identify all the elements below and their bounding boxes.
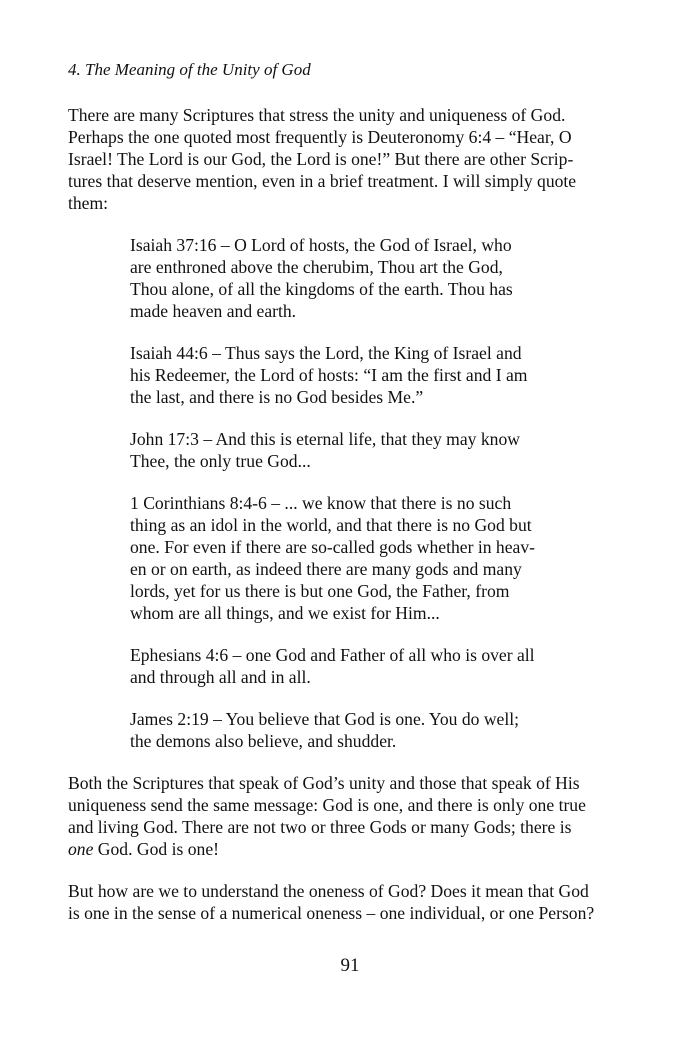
- text-line: James 2:19 – You believe that God is one. You do well;: [130, 709, 520, 729]
- text-line: and living God. There are not two or three Gods or many Gods; there is: [68, 817, 572, 837]
- text-line: are enthroned above the cherubim, Thou art the God,: [130, 257, 503, 277]
- text-line: But how are we to understand the oneness of God? Does it mean that God: [68, 881, 589, 901]
- text-line: one. For even if there are so-called gods whether in heav-: [130, 537, 535, 557]
- section-heading: 4. The Meaning of the Unity of God: [68, 60, 311, 79]
- intro-paragraph: [68, 104, 616, 214]
- summary-paragraph: [68, 772, 616, 860]
- text-line: Isaiah 44:6 – Thus says the Lord, the King of Israel and: [130, 343, 522, 363]
- scripture-quote-isaiah-44: [130, 342, 560, 408]
- text-line: Ephesians 4:6 – one God and Father of all who is over all: [130, 645, 535, 665]
- text-line: uniqueness send the same message: God is one, and there is only one true: [68, 795, 586, 815]
- text-fragment: God. God is one!: [93, 839, 219, 859]
- text-line: made heaven and earth.: [130, 301, 297, 321]
- text-line: John 17:3 – And this is eternal life, that they may know: [130, 429, 520, 449]
- text-line: Israel! The Lord is our God, the Lord is one!” But there are other Scrip-: [68, 149, 574, 169]
- scripture-quote-1-corinthians-8: [130, 492, 560, 624]
- closing-paragraph: [68, 880, 616, 924]
- text-line: lords, yet for us there is but one God, the Father, from: [130, 581, 510, 601]
- text-line: tures that deserve mention, even in a brief treatment. I will simply quote: [68, 171, 577, 191]
- text-line: is one in the sense of a numerical oneness – one individual, or one Person?: [68, 903, 595, 923]
- page-number: 91: [340, 955, 360, 976]
- emphasis-one: one: [68, 839, 94, 859]
- text-line: the demons also believe, and shudder.: [130, 731, 397, 751]
- text-line: [68, 838, 616, 860]
- text-line: Thou alone, of all the kingdoms of the earth. Thou has: [130, 279, 513, 299]
- text-line: Isaiah 37:16 – O Lord of hosts, the God of Israel, who: [130, 235, 512, 255]
- text-line: thing as an idol in the world, and that there is no God but: [130, 515, 532, 535]
- text-line: the last, and there is no God besides Me.”: [130, 387, 424, 407]
- scripture-quote-john-17: [130, 428, 560, 472]
- text-line: There are many Scriptures that stress the unity and uniqueness of God.: [68, 105, 566, 125]
- text-line: Perhaps the one quoted most frequently is Deuteronomy 6:4 – “Hear, O: [68, 127, 572, 147]
- scripture-quote-isaiah-37: [130, 234, 560, 322]
- text-line: them:: [68, 193, 109, 213]
- text-line: and through all and in all.: [130, 667, 311, 687]
- scripture-quote-james-2: [130, 708, 560, 752]
- scripture-quote-ephesians-4: [130, 644, 560, 688]
- text-line: whom are all things, and we exist for Him...: [130, 603, 440, 623]
- text-line: Thee, the only true God...: [130, 451, 311, 471]
- text-line: en or on earth, as indeed there are many gods and many: [130, 559, 522, 579]
- text-line: his Redeemer, the Lord of hosts: “I am the first and I am: [130, 365, 528, 385]
- text-line: 1 Corinthians 8:4-6 – ... we know that there is no such: [130, 493, 512, 513]
- text-line: Both the Scriptures that speak of God’s unity and those that speak of His: [68, 773, 580, 793]
